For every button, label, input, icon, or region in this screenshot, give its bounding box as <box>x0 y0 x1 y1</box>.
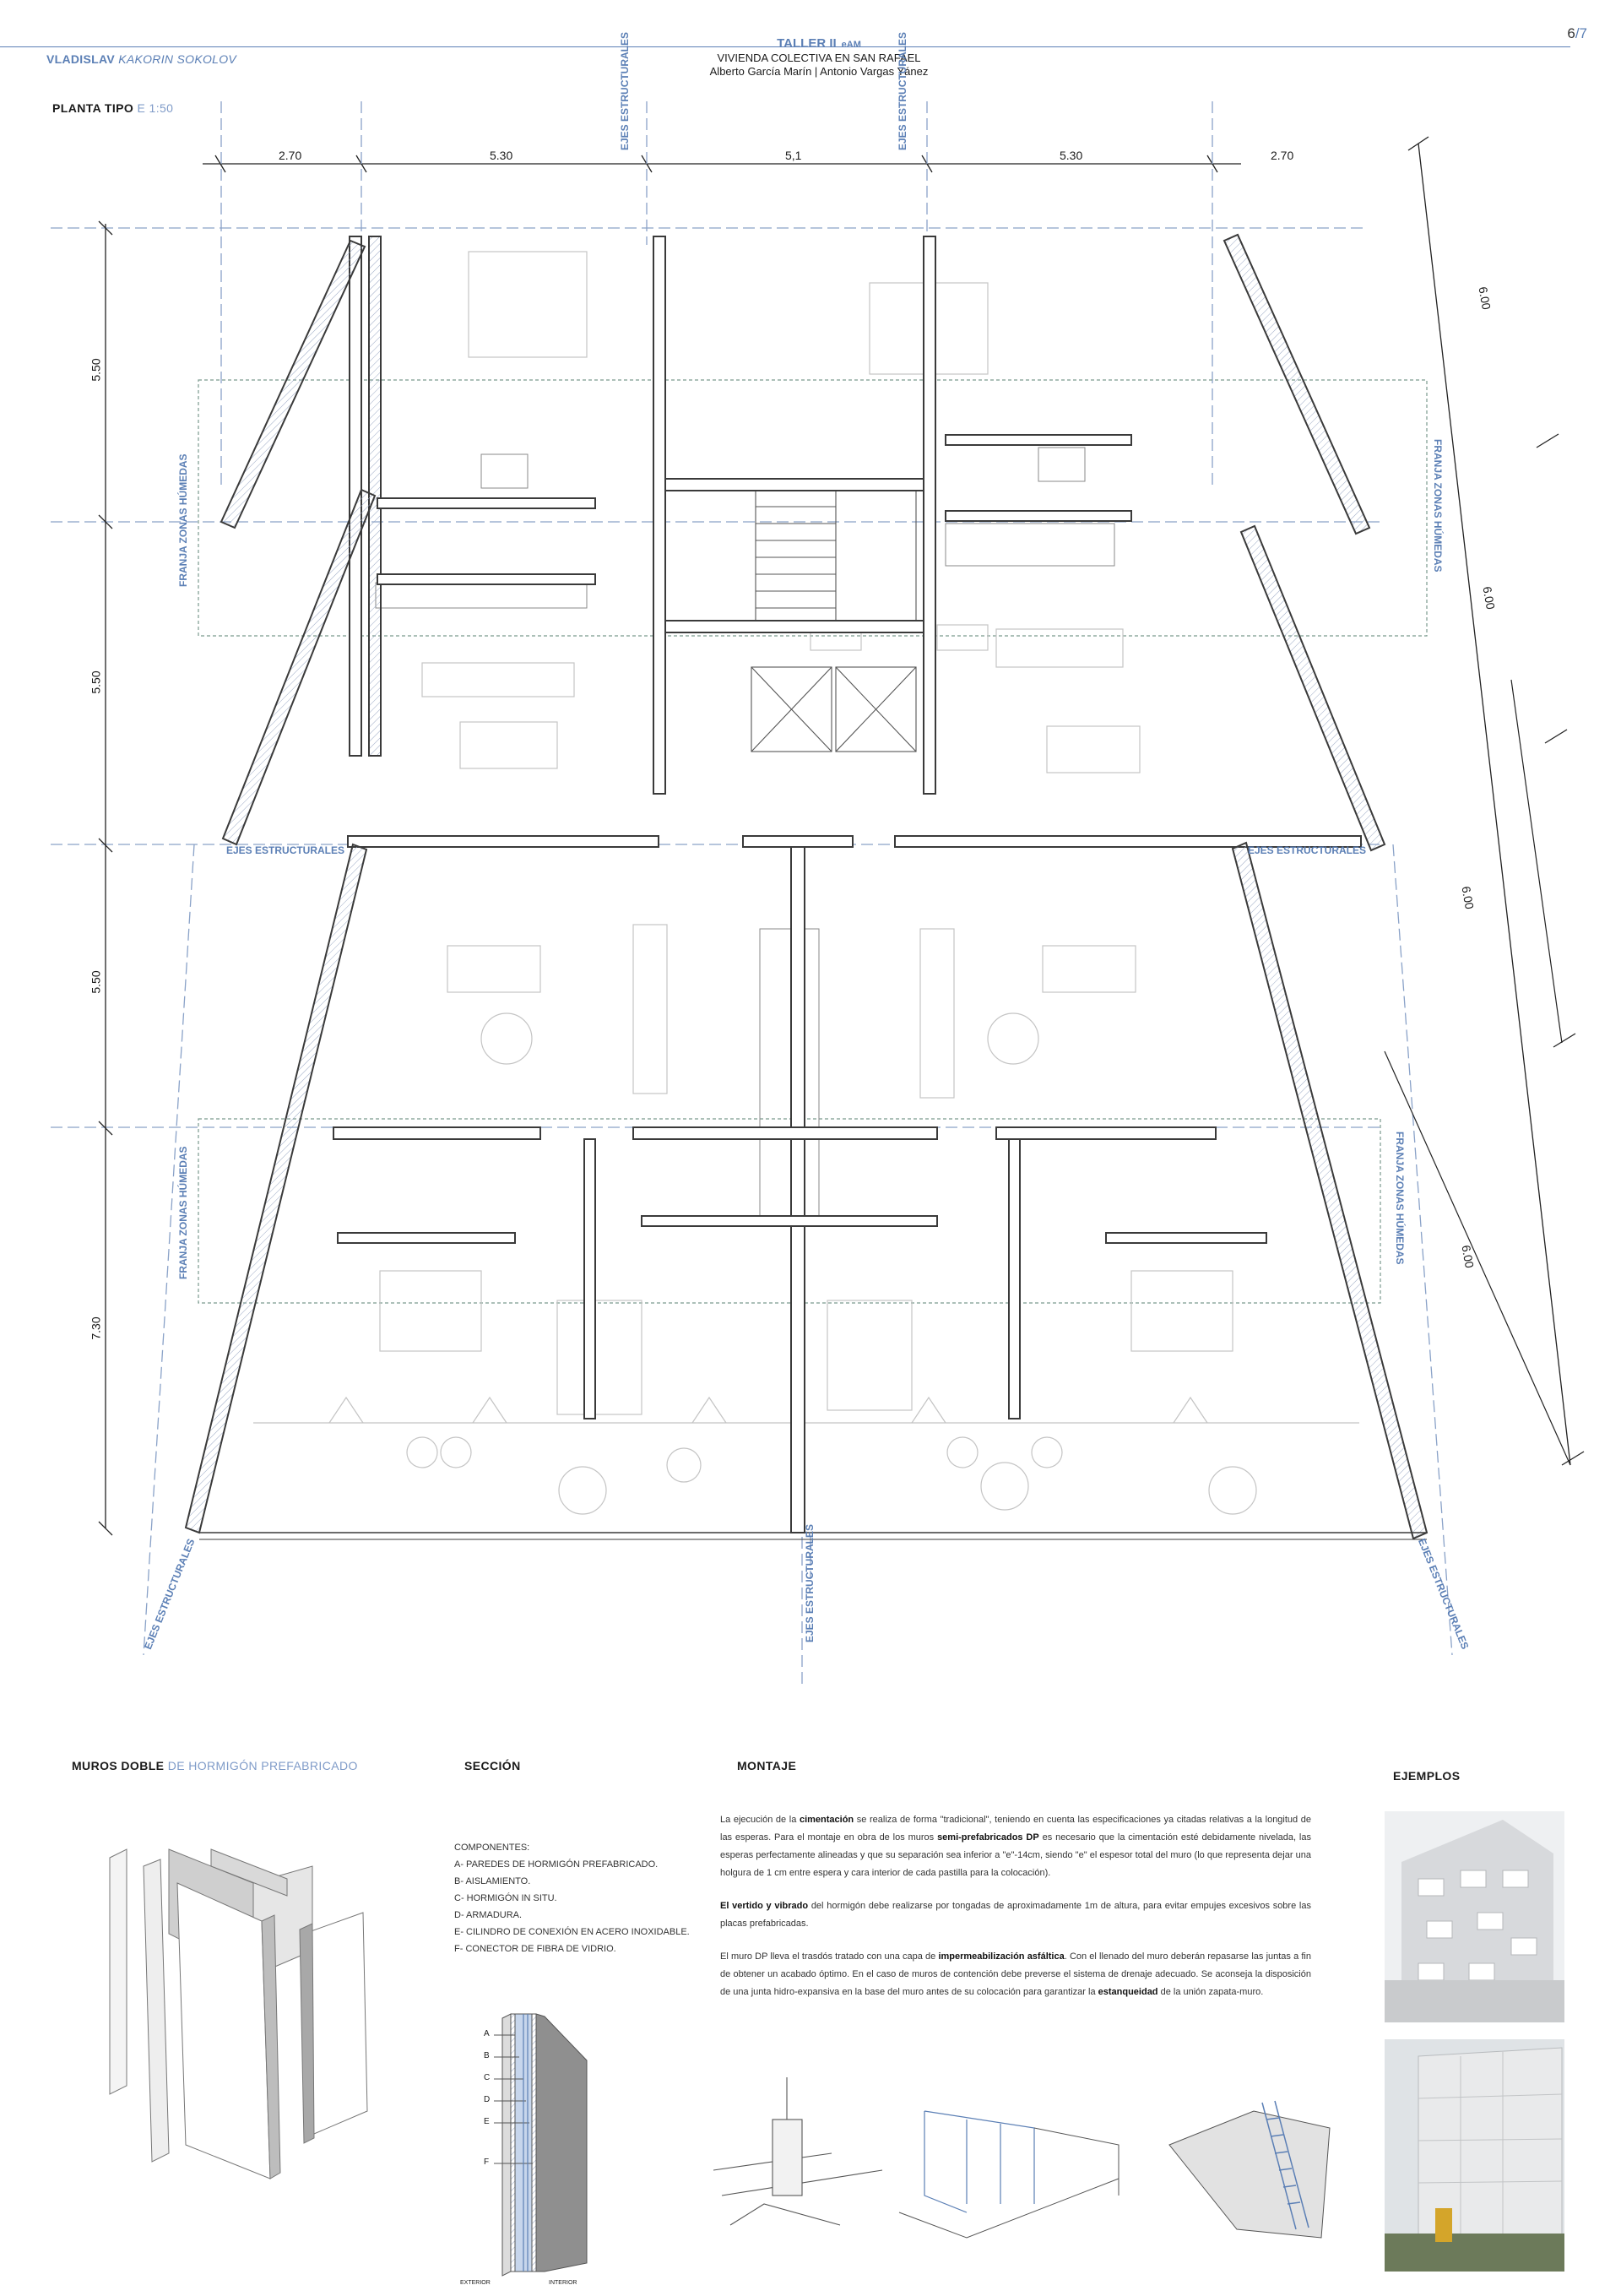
components-list: COMPONENTES: A- PAREDES DE HORMIGÓN PREFABRICADO. B- AISLAMIENTO. C- HORMIGÓN IN SITU. D- ARMADURA. E- CILINDRO DE CONEXIÓN EN ACERO INOXIDABLE. F- CONECTOR DE FIBRA DE VIDRIO. <box>454 1839 690 1957</box>
dim-top-3: 5,1 <box>785 149 802 162</box>
dim-right-3: 6.00 <box>1459 885 1477 910</box>
page-number: 6/7 <box>1567 25 1587 41</box>
tutors: Alberto García Marín | Antonio Vargas Yánez <box>709 65 929 78</box>
dim-left-1: 5.50 <box>89 358 103 382</box>
montaje-paragraph-1: La ejecución de la cimentación se realiza de forma "tradicional", teniendo en cuenta las especificaciones ya citadas relativas a la longitud de las esperas. Para el montaje en obra de los muros semi-prefabricados DP es necesario que la cimentación esté debidamente nivelada, las esperas perfectamente alineadas y que su separación sea inferior a "e"-14cm, siendo "e" el espesor total del muro (lo que representa dejar una holgura de 1 cm entre espera y cara interior de cada pastilla para la colocación). <box>720 1815 1312 1878</box>
wet-label-top-right: FRANJA ZONAS HÚMEDAS <box>1432 439 1444 573</box>
prefab-wall-illustration <box>93 1832 380 2196</box>
axis-label-top-right: EJES ESTRUCTURALES <box>897 31 908 150</box>
montaje-text <box>720 1811 1311 2016</box>
example-photo-1 <box>1385 1811 1564 2022</box>
dim-right-4: 6.00 <box>1459 1244 1477 1269</box>
axis-label-mid-left: EJES ESTRUCTURALES <box>226 844 345 856</box>
dim-top-2: 5.30 <box>490 149 513 162</box>
section-exterior: EXTERIOR <box>460 2280 491 2286</box>
dim-left-2: 5.50 <box>89 670 103 694</box>
dim-top-4: 5.30 <box>1060 149 1083 162</box>
section-letter-c: C <box>484 2073 491 2082</box>
montaje-sketches <box>713 2077 1363 2246</box>
dim-right-2: 6.00 <box>1480 585 1498 611</box>
component-a: A- PAREDES DE HORMIGÓN PREFABRICADO. <box>454 1859 659 1870</box>
axis-label-mid-right: EJES ESTRUCTURALES <box>1248 844 1367 856</box>
axis-label-bottom-right: EJES ESTRUCTURALES <box>1416 1537 1472 1652</box>
component-b: B- AISLAMIENTO. <box>454 1876 531 1886</box>
section-interior: INTERIOR <box>549 2280 577 2286</box>
course-title: TALLER II eAM <box>777 36 861 51</box>
project-title: VIVIENDA COLECTIVA EN SAN RAFAEL <box>717 52 921 64</box>
kitchens <box>376 448 1114 1216</box>
furniture <box>253 252 1359 1514</box>
axis-label-bottom-center: EJES ESTRUCTURALES <box>804 1523 816 1642</box>
wall-section-drawing <box>477 2010 621 2280</box>
building-photo-icon <box>1385 1811 1564 2022</box>
dim-top-5: 2.70 <box>1271 149 1294 162</box>
wet-label-top-left: FRANJA ZONAS HÚMEDAS <box>177 453 189 587</box>
montaje-paragraph-3: El muro DP lleva el trasdós tratado con una capa de impermeabilización asfáltica. Con el llenado del muro deberán repasarse las juntas a fin de obtener un acabado óptimo. En el caso de muros de contención debe preverse el sistema de drenaje adecuado. Se aconseja la disposición de una junta hidro-expansiva en la base del muro antes de su colocación para garantizar la estanqueidad de la unión zapata-muro. <box>720 1951 1311 1997</box>
author-name: VLADISLAV KAKORIN SOKOLOV <box>46 52 237 66</box>
ejemplos-title: EJEMPLOS <box>1393 1769 1461 1783</box>
dim-right-1: 6.00 <box>1476 285 1494 311</box>
component-c: C- HORMIGÓN IN SITU. <box>454 1893 557 1903</box>
component-d: D- ARMADURA. <box>454 1910 523 1920</box>
component-f: F- CONECTOR DE FIBRA DE VIDRIO. <box>454 1944 616 1954</box>
right-dimension-line <box>1385 137 1584 1465</box>
example-photo-2 <box>1385 2039 1564 2272</box>
seccion-title: SECCIÓN <box>464 1759 521 1772</box>
building-photo-icon <box>1385 2039 1564 2272</box>
wet-label-bottom-left: FRANJA ZONAS HÚMEDAS <box>177 1146 189 1279</box>
section-letter-d: D <box>484 2095 491 2104</box>
axis-label-bottom-left: EJES ESTRUCTURALES <box>142 1537 198 1652</box>
montaje-paragraph-2: El vertido y vibrado del hormigón debe realizarse por tongadas de aproximadamente 1m de altura, para evitar empujes excesivos sobre las placas prefabricadas. <box>720 1901 1311 1929</box>
wet-label-bottom-right: FRANJA ZONAS HÚMEDAS <box>1394 1132 1406 1265</box>
top-dimension-line <box>203 155 1241 172</box>
component-e: E- CILINDRO DE CONEXIÓN EN ACERO INOXIDABLE. <box>454 1927 690 1937</box>
axis-label-top-left: EJES ESTRUCTURALES <box>619 31 631 150</box>
dim-top-1: 2.70 <box>279 149 302 162</box>
walls <box>333 236 1361 1533</box>
dim-left-4: 7.30 <box>89 1316 103 1340</box>
section-letter-b: B <box>484 2051 490 2060</box>
floor-plan <box>0 84 1621 1706</box>
section-letter-e: E <box>484 2117 490 2126</box>
montaje-title: MONTAJE <box>737 1759 797 1772</box>
plan-title: PLANTA TIPO E 1:50 <box>52 101 174 115</box>
dim-left-3: 5.50 <box>89 970 103 994</box>
structural-axes <box>51 101 1452 1689</box>
header-center <box>642 37 996 79</box>
muros-title: MUROS DOBLE DE HORMIGÓN PREFABRICADO <box>72 1759 358 1772</box>
section-letter-a: A <box>484 2029 490 2038</box>
section-letter-f: F <box>484 2158 490 2167</box>
